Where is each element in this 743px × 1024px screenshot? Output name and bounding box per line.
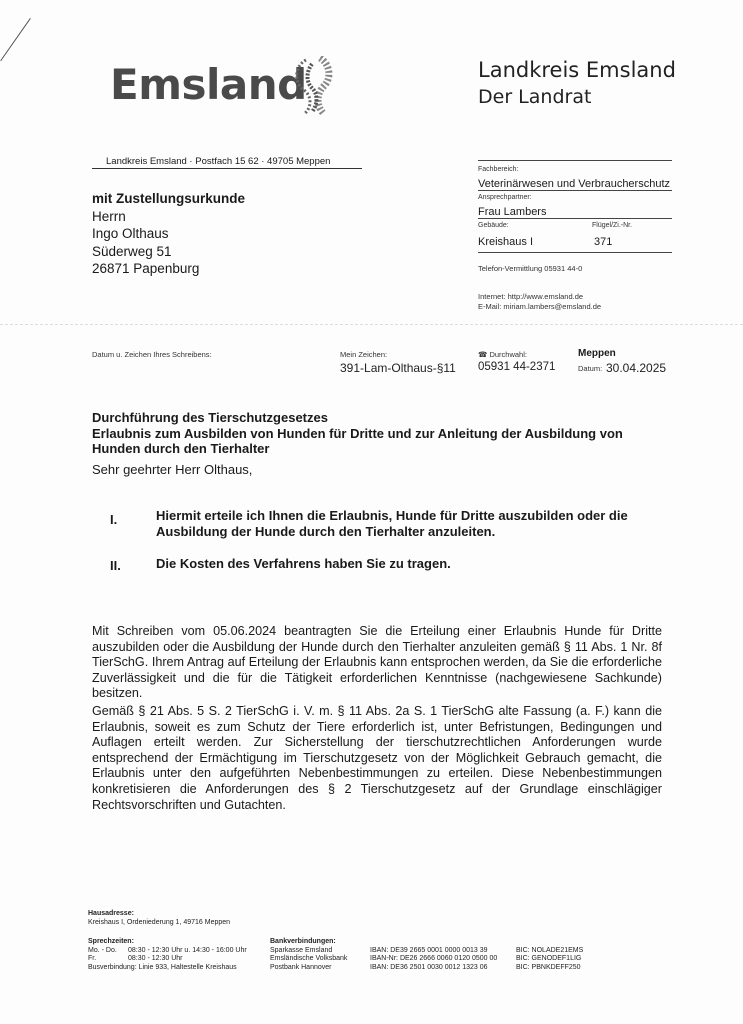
my-reference: 391-Lam-Olthaus-§11 — [340, 361, 456, 375]
footer-bics — [516, 947, 583, 973]
building: Kreishaus I — [478, 236, 534, 248]
building-rule — [478, 252, 672, 253]
bic-3: BIC: PBNKDEFF250 — [516, 963, 581, 971]
paragraph-2: Gemäß § 21 Abs. 5 S. 2 TierSchG i. V. m. § 11 Abs. 2a S. 1 TierSchG alte Fassung (a. F.) kann die Erlaubnis, soweit es zum Schutz der Tiere erforderlich ist, unter Befristungen, Bedingungen und Auflagen erteilt werden. Zur Sicherstellung der tierschutzrechtlichen Anforderungen wurde entsprechend der Ermächtigung im Tierschutzgesetz von der Möglichkeit Gebrauch gemacht, die Erlaubnis unter den aufgeführten Nebenbestimmungen zu erteilen. Diese Nebenbestimmungen konkretisieren die Anforderungen des § 2 Tierschutzgesetz auf der Grundlage einschlägiger Rechtsvorschriften und Gutachten. — [92, 704, 662, 812]
iban-2: IBAN-Nr: DE26 2666 0060 0120 0500 00 — [370, 955, 498, 963]
phone-exchange: Telefon-Vermittlung 05931 44-0 — [478, 264, 583, 273]
building-label: Gebäude: — [478, 222, 509, 229]
your-reference-label: Datum u. Zeichen Ihres Schreibens: — [92, 350, 212, 359]
decision-1-text: Hiermit erteile ich Ihnen die Erlaubnis, Hunde für Dritte auszubilden oder die Ausbildung der Hunde durch den Tierhalter anzuleiten. — [156, 508, 628, 539]
fold-mark — [0, 324, 743, 326]
subject-line-2: Erlaubnis zum Ausbilden von Hunden für Dritte und zur Anleitung der Ausbildung von Hunden durch den Tierhalter — [92, 425, 623, 456]
bus-connection: Busverbindung: Linie 933, Haltestelle Kreishaus — [88, 963, 237, 971]
sender-line: Landkreis Emsland · Postfach 15 62 · 49705 Meppen — [92, 156, 362, 169]
recipient-name: Ingo Olthaus — [92, 226, 169, 241]
footer-house-address — [88, 910, 230, 927]
hours-1-day: Mo. - Do. — [88, 946, 117, 954]
decision-2-number: II. — [110, 558, 121, 573]
website-link[interactable]: Internet: http://www.emsland.de — [478, 292, 584, 301]
bic-2: BIC: GENODEF1LIG — [516, 955, 582, 963]
iban-3: IBAN: DE36 2501 0030 0012 1323 06 — [370, 963, 488, 971]
direct-dial: 05931 44-2371 — [478, 361, 556, 373]
salutation: Sehr geehrter Herr Olthaus, — [92, 462, 253, 477]
room-label: Flügel/Zi.-Nr. — [592, 222, 633, 229]
house-address: Kreishaus I, Ordeniederung 1, 49716 Meppen — [88, 918, 231, 926]
delivery-note: mit Zustellungsurkunde — [92, 191, 246, 206]
footer-hours — [88, 938, 268, 972]
logo-wordmark: Emsland — [110, 60, 307, 109]
hours-label: Sprechzeiten: — [88, 938, 134, 945]
department: Veterinärwesen und Verbraucherschutz — [478, 178, 671, 190]
room-number: 371 — [594, 236, 613, 248]
date: 30.04.2025 — [606, 361, 667, 375]
bank-name-3: Postbank Hannover — [270, 963, 332, 971]
place: Meppen — [578, 348, 616, 359]
bank-name-1: Sparkasse Emsland — [270, 946, 333, 954]
iban-1: IBAN: DE39 2665 0001 0000 0013 39 — [370, 946, 488, 954]
my-reference-label: Mein Zeichen: — [340, 350, 388, 359]
footer-banks — [270, 938, 347, 972]
email-link[interactable]: E-Mail: miriam.lambers@emsland.de — [478, 302, 602, 311]
house-address-label: Hausadresse: — [88, 910, 134, 917]
paragraph-1: Mit Schreiben vom 05.06.2024 beantragten Sie die Erteilung einer Erlaubnis Hunde für Dritte auszubilden oder die Ausbildung der Hunde durch den Tierhalter anzuleiten gemäß § 11 Abs. 1 Nr. 8f TierSchG. Ihrem Antrag auf Erteilung der Erlaubnis kann entsprochen werden, da Sie die erforderliche Zuverlässigkeit und die für die Tätigkeit erforderlichen Kenntnisse (nachgewiesene Sachkunde) besitzen. — [92, 624, 662, 701]
scan-mark — [0, 18, 31, 61]
hours-2-day: Fr. — [88, 955, 97, 963]
contact-label: Ansprechpartner: — [478, 194, 532, 201]
hours-1: 08:30 - 12:30 Uhr u. 14:30 - 16:00 Uhr — [128, 946, 247, 954]
phone-icon: ☎ — [478, 350, 490, 359]
bank-name-2: Emsländische Volksbank — [270, 955, 348, 963]
authority-title: Landkreis Emsland — [478, 58, 676, 82]
emsland-logo-icon — [290, 56, 336, 118]
department-label: Fachbereich: — [478, 166, 519, 173]
hours-2: 08:30 - 12:30 Uhr — [128, 955, 183, 963]
recipient-street: Süderweg 51 — [92, 243, 172, 259]
recipient-address — [92, 190, 245, 278]
decision-1-number: I. — [110, 512, 118, 527]
bank-label: Bankverbindungen: — [270, 938, 336, 945]
recipient-salutation: Herrn — [92, 208, 126, 224]
recipient-city: 26871 Papenburg — [92, 261, 200, 276]
date-label: Datum: — [578, 364, 603, 373]
contact-top-rule — [478, 160, 672, 161]
decision-2-text: Die Kosten des Verfahrens haben Sie zu tragen. — [156, 556, 451, 571]
direct-dial-label: ☎ Durchwahl: — [478, 350, 527, 359]
footer-ibans — [370, 947, 497, 973]
authority-subtitle: Der Landrat — [478, 86, 592, 108]
bic-1: BIC: NOLADE21EMS — [516, 946, 584, 954]
subject — [92, 410, 672, 457]
contact-name: Frau Lambers — [478, 206, 672, 219]
subject-line-1: Durchführung des Tierschutzgesetzes — [92, 410, 328, 425]
